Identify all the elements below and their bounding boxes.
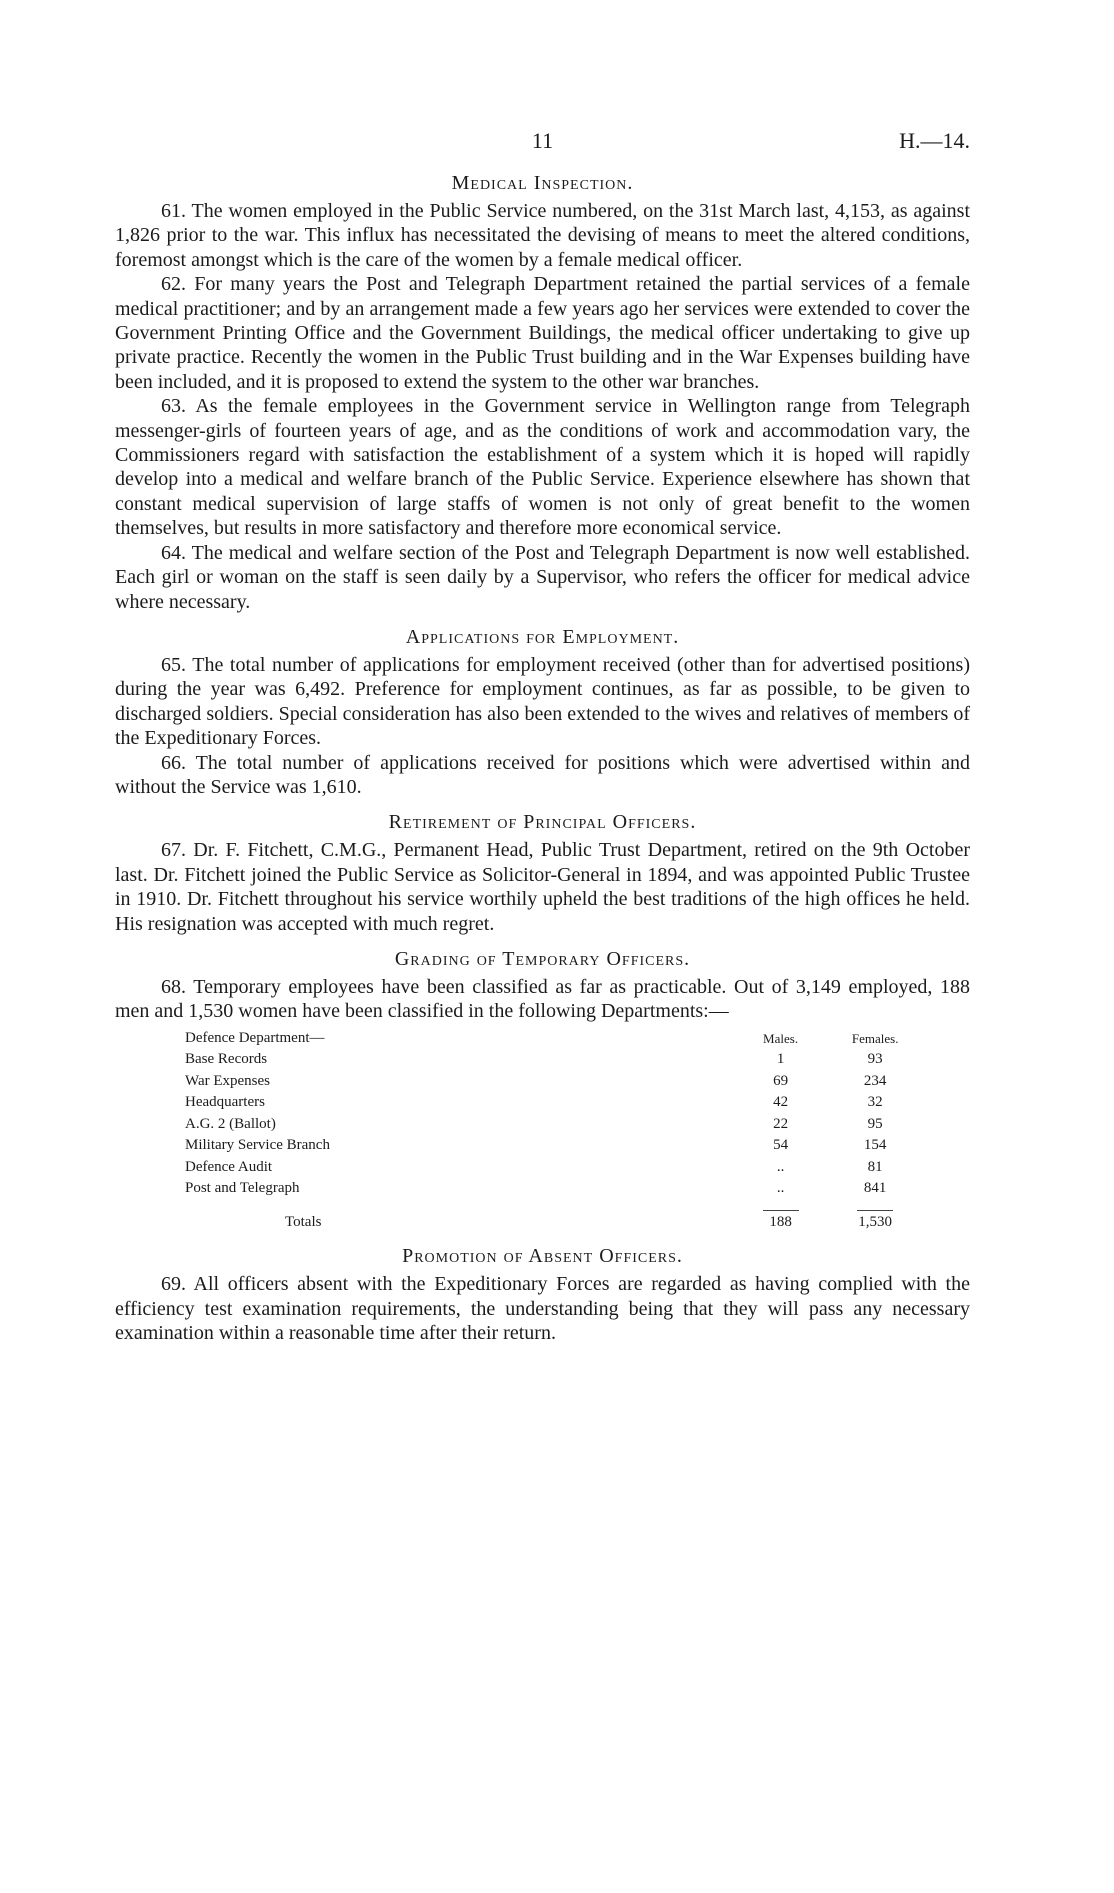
males-value: 42 bbox=[773, 1094, 789, 1111]
table-totals-row bbox=[185, 1212, 925, 1234]
females-header: Females. bbox=[851, 1030, 899, 1046]
page-number: 11 bbox=[531, 128, 554, 153]
males-value: 22 bbox=[773, 1115, 789, 1132]
row-label: A.G. 2 (Ballot) bbox=[185, 1115, 276, 1132]
paragraph-68: 68. Temporary employees have been classified as far as practicable. Out of 3,149 employed, 188 men and 1,530 women have been classified in the following Departments:— bbox=[115, 975, 970, 1023]
table-row bbox=[185, 1114, 925, 1136]
females-total: 1,530 bbox=[858, 1213, 893, 1230]
paragraph-65: 65. The total number of applications for employment received (other than for advertised positions) during the year was 6,492. Preference for employment continues, as far as possible, to be given to discharged soldiers. Special consideration has also been extended to the wives and relatives of members of the Expeditionary Forces. bbox=[115, 653, 970, 750]
males-value: .. bbox=[776, 1180, 785, 1197]
table-rule-row bbox=[185, 1200, 925, 1212]
section-grading bbox=[115, 948, 970, 1233]
males-value: 1 bbox=[776, 1051, 785, 1068]
table-row bbox=[185, 1157, 925, 1179]
paragraph-67: 67. Dr. F. Fitchett, C.M.G., Permanent Head, Public Trust Department, retired on the 9th October last. Dr. Fitchett joined the Public Service as Solicitor-General in 1894, and was appointed Public Trustee in 1910. Dr. Fitchett throughout his service worthily upheld the best traditions of the high offices he held. His resignation was accepted with much regret. bbox=[115, 839, 970, 935]
females-value: 234 bbox=[863, 1072, 887, 1089]
row-label: Post and Telegraph bbox=[185, 1180, 300, 1197]
paragraph-66: 66. The total number of applications received for positions which were advertised within and without the Service was 1,610. bbox=[115, 751, 970, 798]
section-retirement bbox=[115, 811, 970, 936]
section-applications bbox=[115, 626, 970, 799]
females-value: 841 bbox=[863, 1180, 887, 1197]
section-heading: Retirement of Principal Officers. bbox=[388, 811, 697, 834]
table-row bbox=[185, 1071, 925, 1093]
section-heading: Applications for Employment. bbox=[405, 625, 680, 648]
females-value: 93 bbox=[867, 1051, 883, 1068]
grading-table bbox=[185, 1028, 925, 1234]
section-heading: Promotion of Absent Officers. bbox=[402, 1245, 683, 1268]
table-row bbox=[185, 1049, 925, 1071]
males-value: 69 bbox=[773, 1072, 789, 1089]
females-value: 95 bbox=[867, 1115, 883, 1132]
paragraph-62: 62. For many years the Post and Telegraph Department retained the partial services of a female medical practitioner; and by an arrangement made a few years ago her services were extended to cover the Government Printing Office and the Government Buildings, the medical officer undertaking to give up private practice. Recently the women in the Public Trust building and in the War Expenses building have been included, and it is proposed to extend the system to the other war branches. bbox=[115, 273, 970, 393]
row-label: Base Records bbox=[185, 1051, 268, 1068]
group-label: Defence Department— bbox=[185, 1029, 325, 1046]
total-rule bbox=[825, 1200, 925, 1212]
males-value: .. bbox=[776, 1158, 785, 1175]
males-header: Males. bbox=[763, 1030, 799, 1046]
row-label: Military Service Branch bbox=[185, 1137, 330, 1154]
row-label: Defence Audit bbox=[185, 1158, 273, 1175]
females-value: 154 bbox=[863, 1137, 887, 1154]
document-page bbox=[115, 128, 970, 1346]
total-rule bbox=[736, 1200, 826, 1212]
table-row bbox=[185, 1135, 925, 1157]
males-total: 188 bbox=[769, 1213, 792, 1230]
paragraph-61: 61. The women employed in the Public Service numbered, on the 31st March last, 4,153, as against 1,826 prior to the war. This influx has necessitated the devising of means to meet the altered conditions, foremost amongst which is the care of the women by a female medical officer. bbox=[115, 200, 970, 271]
table-row bbox=[185, 1092, 925, 1114]
row-label: Headquarters bbox=[185, 1094, 265, 1111]
section-promotion bbox=[115, 1245, 970, 1345]
table-row bbox=[185, 1178, 925, 1200]
section-medical-inspection bbox=[115, 172, 970, 614]
females-value: 32 bbox=[867, 1094, 883, 1111]
table-header-row bbox=[185, 1028, 925, 1050]
paragraph-64: 64. The medical and welfare section of the Post and Telegraph Department is now well established. Each girl or woman on the staff is seen daily by a Supervisor, who refers the officer for medical advice where necessary. bbox=[115, 541, 970, 613]
page-header bbox=[115, 128, 970, 160]
document-reference: H.—14. bbox=[899, 128, 970, 153]
paragraph-63: 63. As the female employees in the Government service in Wellington range from Telegraph messenger-girls of fourteen years of age, and as the conditions of work and accommodation vary, the Commissioners regard with satisfaction the establishment of a system which it is hoped will rapidly develop into a medical and welfare branch of the Public Service. Experience elsewhere has shown that constant medical supervision of large staffs of women is not only of great benefit to the women themselves, but results in more satisfactory and therefore more economical service. bbox=[115, 395, 970, 540]
row-label: War Expenses bbox=[185, 1072, 271, 1089]
section-heading: Grading of Temporary Officers. bbox=[394, 947, 691, 970]
females-value: 81 bbox=[867, 1158, 883, 1175]
paragraph-69: 69. All officers absent with the Expeditionary Forces are regarded as having complied with the efficiency test examination requirements, the understanding being that they will pass any necessary examination within a reasonable time after their return. bbox=[115, 1273, 970, 1345]
males-value: 54 bbox=[773, 1137, 789, 1154]
totals-label: Totals bbox=[285, 1213, 322, 1230]
section-heading: Medical Inspection. bbox=[451, 172, 634, 194]
